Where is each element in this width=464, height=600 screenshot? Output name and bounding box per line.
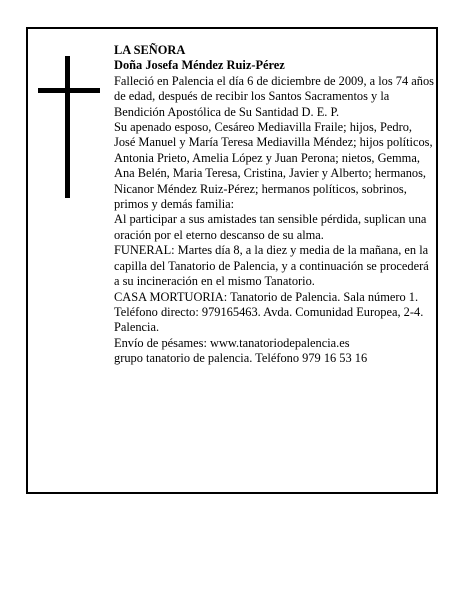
cross-vertical-bar xyxy=(65,56,70,198)
death-announcement: Falleció en Palencia el día 6 de diciembre de 2009, a los 74 años de edad, después de recibir los Santos Sacramentos y la Bendición Apostólica de Su Santidad D. E. P. xyxy=(114,73,434,119)
obituary-notice xyxy=(26,27,438,494)
latin-cross-icon xyxy=(38,56,100,198)
notice-text xyxy=(114,43,434,367)
condolences-info: Envío de pésames: www.tanatoriodepalencia.es xyxy=(114,335,350,350)
funeral-group-info: grupo tanatorio de palencia. Teléfono 979 16 53 16 xyxy=(114,351,368,366)
prayer-request: Al participar a sus amistades tan sensible pérdida, suplican una oración por el eterno descanso de su alma. xyxy=(114,212,427,242)
mortuary-details: CASA MORTUORIA: Tanatorio de Palencia. Sala número 1. Teléfono directo: 979165463. Avda. Comunidad Europea, 2-4. Palencia. xyxy=(114,289,424,335)
deceased-name: Doña Josefa Méndez Ruiz-Pérez xyxy=(114,58,285,73)
cross-horizontal-bar xyxy=(38,88,100,93)
family-list: Su apenado esposo, Cesáreo Mediavilla Fraile; hijos, Pedro, José Manuel y María Teresa Mediavilla Méndez; hijos políticos, Antonia Prieto, Amelia López y Juan Perona; nietos, Gemma, Ana Belén, Maria Teresa, Cristina, Javier y Alberto; hermanos, Nicanor Méndez Ruiz-Pérez; hermanos políticos, sobrinos, primos y demás familia: xyxy=(114,120,433,212)
notice-heading: LA SEÑORA xyxy=(114,43,186,57)
funeral-details: FUNERAL: Martes día 8, a la diez y media de la mañana, en la capilla del Tanatorio de Palencia, y a continuación se procederá a su incineración en el mismo Tanatorio. xyxy=(114,243,429,289)
